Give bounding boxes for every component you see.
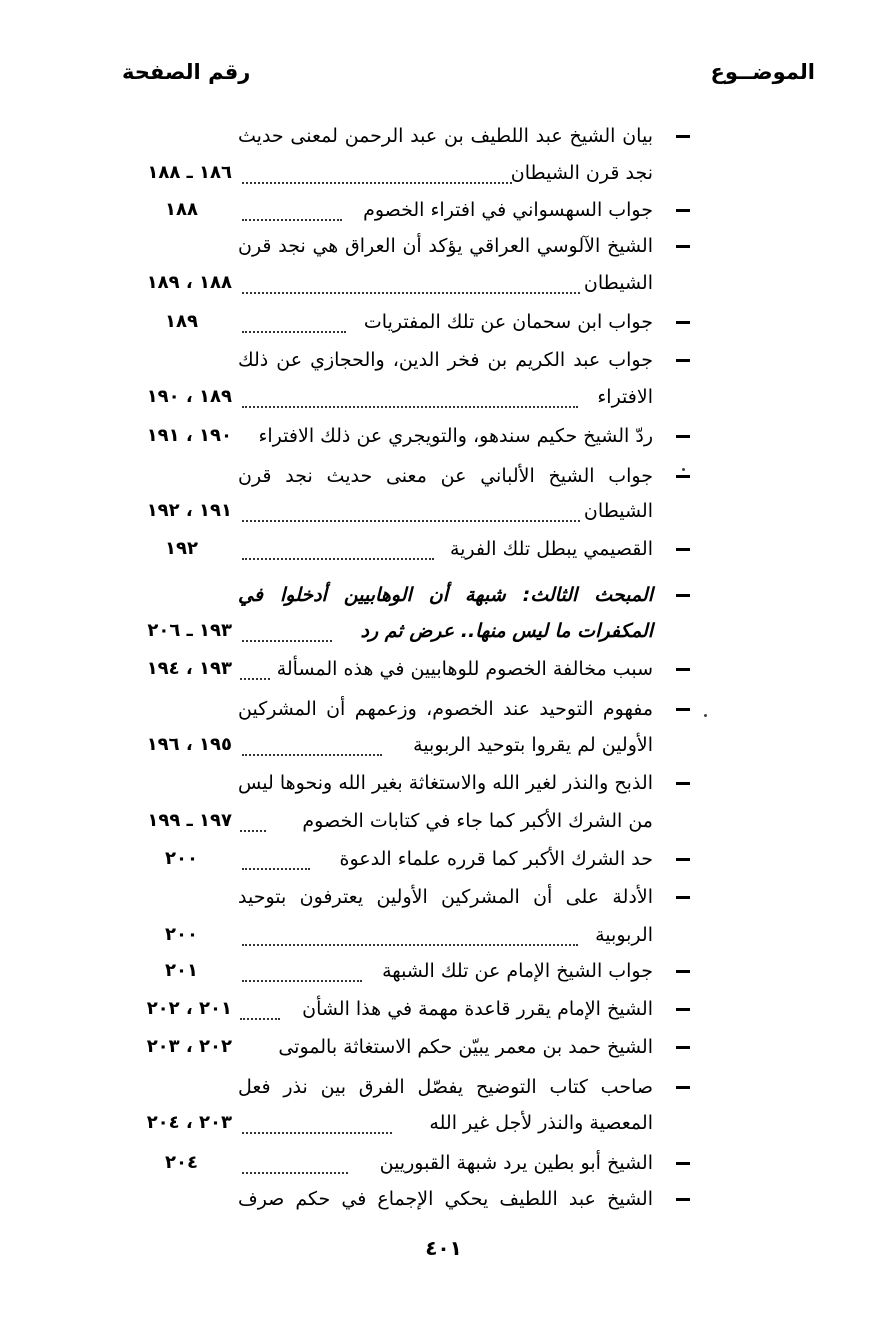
entry-page: ٢٠٤ (165, 1152, 198, 1173)
topic-column-header: الموضــوع (710, 60, 815, 84)
entry-text: الشيخ أبو بطين يرد شبهة القبوريين (379, 1152, 653, 1174)
bullet-dash (676, 209, 690, 212)
list-item (0, 692, 887, 726)
bullet-dash (676, 548, 690, 551)
bullet-dash (676, 896, 690, 899)
entry-page: ٢٠١ (165, 960, 198, 981)
entry-page: ١٨٩ ، ١٩٠ (146, 386, 232, 407)
leader-dots (242, 980, 362, 982)
entry-text: الشيطان (583, 272, 653, 294)
list-item (0, 459, 887, 493)
entry-text: جواب الشيخ الألباني عن معنى حديث نجد قرن (238, 465, 653, 487)
entry-page: ١٨٩ (165, 311, 198, 332)
entry-page: ١٩٠ ، ١٩١ (146, 425, 232, 446)
entry-page: ٢٠٣ ، ٢٠٤ (146, 1112, 232, 1133)
section-heading (0, 578, 887, 612)
list-item (0, 305, 887, 339)
entry-text: جواب الشيخ الإمام عن تلك الشبهة (382, 960, 653, 982)
entry-text: سبب مخالفة الخصوم للوهابيين في هذه المسألة (276, 658, 653, 680)
bullet-dash (676, 435, 690, 438)
list-item (0, 1182, 887, 1216)
leader-dots (242, 640, 332, 642)
page-footer-number: ٤٠١ (425, 1236, 462, 1260)
entry-page: ١٩٣ ـ ٢٠٦ (147, 620, 232, 641)
list-item (0, 343, 887, 377)
bullet-dash (676, 970, 690, 973)
bullet-dash (676, 1046, 690, 1049)
section-title: المكفرات ما ليس منها.. عرض ثم رد (360, 620, 653, 642)
entry-text: ردّ الشيخ حكيم سندهو، والتويجري عن ذلك الافتراء (258, 425, 653, 447)
leader-dots (240, 830, 266, 832)
list-item (0, 419, 887, 453)
leader-dots (242, 406, 578, 408)
list-item (0, 229, 887, 263)
leader-dots (242, 331, 346, 333)
entry-page: ٢٠٠ (165, 924, 198, 945)
entry-page: ١٩٣ ، ١٩٤ (146, 658, 232, 679)
leader-dots (242, 182, 512, 184)
leader-dots (242, 944, 578, 946)
entry-page: ١٩٧ ـ ١٩٩ (147, 810, 232, 831)
bullet-dash (676, 1162, 690, 1165)
bullet-dash (676, 135, 690, 138)
entry-text: الشيخ الإمام يقرر قاعدة مهمة في هذا الشأن (302, 998, 653, 1020)
bullet-dash (676, 782, 690, 785)
entry-text: حد الشرك الأكبر كما قرره علماء الدعوة (339, 848, 653, 870)
entry-text: المعصية والنذر لأجل غير الله (429, 1112, 653, 1134)
entry-text: جواب السهسواني في افتراء الخصوم (363, 199, 653, 221)
entry-text: من الشرك الأكبر كما جاء في كتابات الخصوم (302, 810, 653, 832)
leader-dots (242, 219, 342, 221)
bullet-dash (676, 475, 690, 478)
entry-page: ٢٠١ ، ٢٠٢ (146, 998, 232, 1019)
list-item (0, 1070, 887, 1104)
entry-page: ١٩٢ (165, 538, 198, 559)
list-item (0, 992, 887, 1026)
leader-dots (242, 754, 382, 756)
entry-text: الأدلة على أن المشركين الأولين يعترفون بتوحيد (238, 886, 653, 908)
leader-dots (242, 558, 434, 560)
leader-dots (242, 1172, 348, 1174)
entry-text: جواب ابن سحمان عن تلك المفتريات (363, 311, 653, 333)
entry-page: ١٩٥ ، ١٩٦ (146, 734, 232, 755)
entry-text: الافتراء (597, 386, 653, 408)
bullet-dash (676, 708, 690, 711)
bullet-dash (676, 245, 690, 248)
list-item-continuation (0, 380, 887, 414)
section-heading-continuation (0, 614, 887, 648)
entry-text: الأولين لم يقروا بتوحيد الربوبية (413, 734, 653, 756)
leader-dots (242, 868, 310, 870)
list-item (0, 842, 887, 876)
list-item (0, 954, 887, 988)
list-item-continuation (0, 804, 887, 838)
leader-dots (240, 678, 270, 680)
bullet-dash (676, 359, 690, 362)
list-item-continuation (0, 728, 887, 762)
entry-text: القصيمي يبطل تلك الفرية (449, 538, 653, 560)
list-item (0, 880, 887, 914)
leader-dots (240, 1018, 280, 1020)
entry-page: ٢٠٢ ، ٢٠٣ (146, 1036, 232, 1057)
entry-text: الشيطان (583, 500, 653, 522)
bullet-dash (676, 1008, 690, 1011)
list-item (0, 652, 887, 686)
list-item (0, 532, 887, 566)
entry-text: الربوبية (595, 924, 653, 946)
list-item (0, 193, 887, 227)
entry-text: جواب عبد الكريم بن فخر الدين، والحجازي عن ذلك (238, 349, 653, 371)
entry-page: ١٩١ ، ١٩٢ (146, 500, 232, 521)
leader-dots (242, 292, 580, 294)
entry-text: بيان الشيخ عبد اللطيف بن عبد الرحمن لمعنى حديث (238, 125, 653, 147)
bullet-dash (676, 321, 690, 324)
bullet-dash (676, 858, 690, 861)
entry-text: الذبح والنذر لغير الله والاستغاثة بغير الله ونحوها ليس (238, 772, 653, 794)
entry-page: ٢٠٠ (165, 848, 198, 869)
bullet-dash (676, 668, 690, 671)
list-item (0, 119, 887, 153)
entry-text: الشيخ حمد بن معمر يبيّن حكم الاستغاثة بالموتى (278, 1036, 653, 1058)
bullet-dash (676, 594, 690, 597)
entry-text: مفهوم التوحيد عند الخصوم، وزعمهم أن المشركين (238, 698, 653, 720)
bullet-dash (676, 1086, 690, 1089)
entry-text: الشيخ الآلوسي العراقي يؤكد أن العراق هي نجد قرن (238, 235, 653, 257)
page-number-column-header: رقم الصفحة (122, 60, 251, 84)
entry-page: ١٨٨ (165, 199, 198, 220)
leader-dots (242, 1132, 392, 1134)
entry-page: ١٨٦ ـ ١٨٨ (147, 162, 232, 183)
list-item-continuation (0, 1106, 887, 1140)
entry-page: ١٨٨ ، ١٨٩ (146, 272, 232, 293)
list-item (0, 1030, 887, 1064)
bullet-dash (676, 1198, 690, 1201)
list-item-continuation (0, 156, 887, 190)
scan-speck (682, 468, 685, 471)
list-item-continuation (0, 918, 887, 952)
scan-speck (704, 714, 707, 717)
list-item-continuation (0, 266, 887, 300)
leader-dots (242, 520, 580, 522)
list-item (0, 1146, 887, 1180)
entry-text: صاحب كتاب التوضيح يفصّل الفرق بين نذر فعل (238, 1076, 653, 1098)
entry-text: نجد قرن الشيطان (510, 162, 653, 184)
section-title: المبحث الثالث: شبهة أن الوهابيين أدخلوا في (238, 584, 653, 606)
list-item (0, 766, 887, 800)
list-item-continuation (0, 494, 887, 528)
entry-text: الشيخ عبد اللطيف يحكي الإجماع في حكم صرف (238, 1188, 653, 1210)
